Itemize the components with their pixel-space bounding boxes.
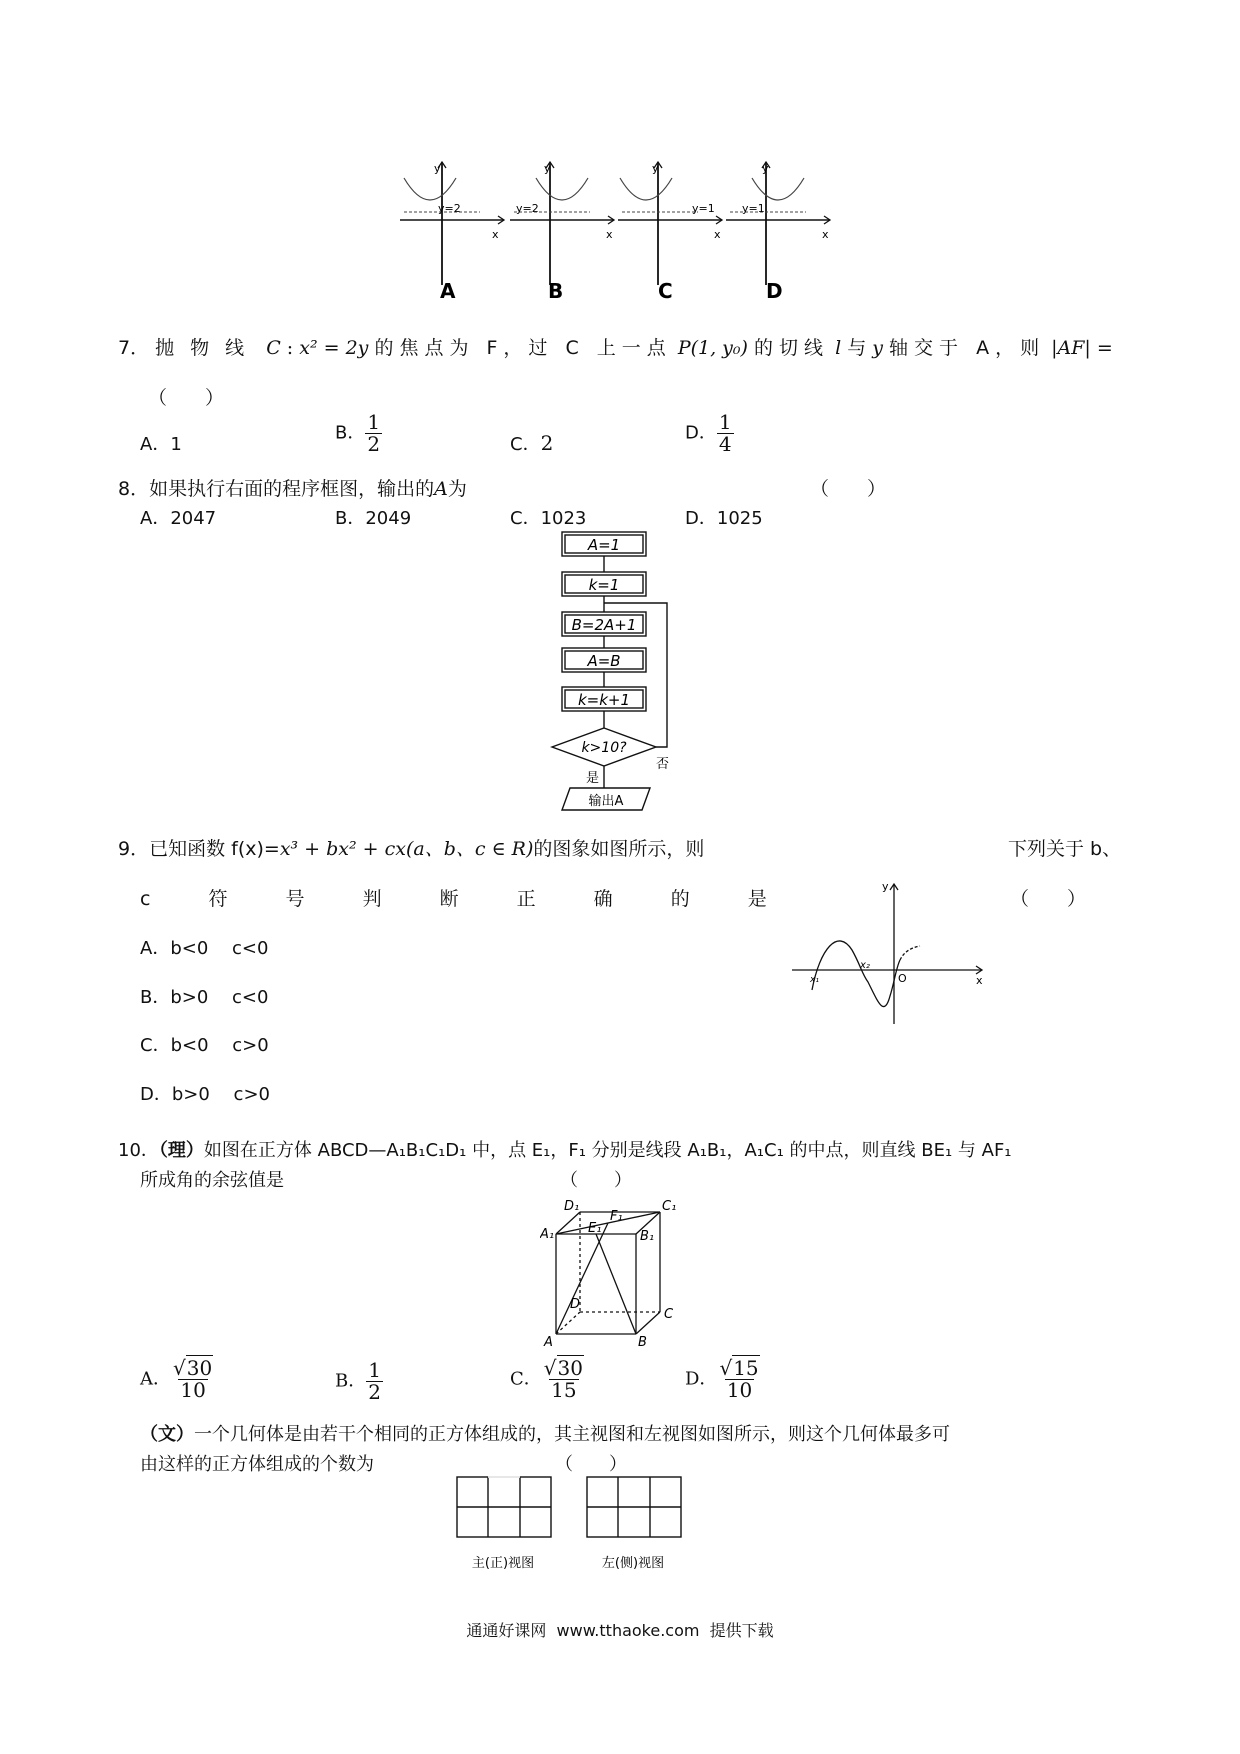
q9-graph [790, 878, 990, 1028]
graph-label-a: A [440, 279, 456, 300]
q10-option-c [510, 1358, 586, 1401]
flow-box-3: B=2A+1 [571, 616, 637, 634]
cube-label-c1: C₁ [662, 1200, 677, 1214]
q7-abs: |AF| [1051, 337, 1091, 359]
q10-option-a [140, 1358, 215, 1401]
q10-views [455, 1475, 695, 1575]
frac-num: 1 [368, 1358, 381, 1382]
q7-option-d-frac [717, 412, 734, 455]
q7-curve: C [266, 337, 281, 359]
view-front-label: 主(正)视图 [471, 1556, 535, 1571]
axis-y-a: y [434, 162, 441, 175]
q7-text-d: 与 [847, 337, 867, 359]
graph-label-c: C [658, 279, 673, 300]
cube-label-e1: E₁ [588, 1221, 602, 1236]
axis-x-b: x [606, 228, 613, 241]
q10-wen-paren: （ ） [555, 1454, 627, 1475]
q7-option-c-label: C． [510, 434, 541, 455]
q9-option-d-value: b>0 c>0 [171, 1084, 270, 1105]
q9-option-c [140, 1031, 269, 1057]
q8-option-c-value: 1023 [540, 508, 587, 529]
q10-option-b-frac [366, 1360, 383, 1403]
cube-label-a: A [544, 1335, 553, 1350]
cube-label-b1: B₁ [640, 1229, 655, 1244]
q7-option-d-label: D． [685, 422, 717, 444]
q10-number: 10． [118, 1140, 159, 1161]
frac-radicand: 30 [557, 1356, 583, 1380]
q9-option-b-label: B． [140, 987, 171, 1008]
q8-text: 如果执行右面的程序框图，输出的 [149, 478, 435, 500]
q8-option-a [140, 504, 216, 530]
q10-tag-li: （理） [158, 1140, 204, 1161]
q9-axis-y: y [882, 880, 889, 893]
q7-option-c-value: 2 [540, 431, 554, 455]
frac-radicand: 15 [733, 1356, 759, 1380]
q7-option-d [685, 412, 734, 455]
view-left-label: 左(侧)视图 [601, 1556, 665, 1571]
graph-curve [620, 178, 672, 200]
q8-paren: （ ） [810, 478, 887, 500]
q9-line2: c 符 号 判 断 正 确 的 是 [140, 888, 767, 910]
q10-wen-text2: 由这样的正方体组成的个数为 [140, 1454, 374, 1475]
q7-yaxis: y [872, 337, 883, 359]
q9-text-b: 的图象如图所示，则 [533, 838, 705, 860]
flow-output: 输出A [588, 794, 624, 809]
flow-box-4: A=B [587, 652, 621, 670]
q9-option-a [140, 934, 268, 960]
axis-y-d: y [762, 162, 769, 175]
q7-number: 7． [118, 337, 150, 359]
q10-tag-wen: （文） [140, 1424, 194, 1445]
cube-label-b: B [638, 1335, 647, 1350]
asym-label-d: y=1 [742, 202, 765, 215]
q9-option-a-value: b<0 c<0 [170, 938, 269, 959]
q7-eq: x² = 2y [299, 337, 369, 359]
cube-label-f1: F₁ [610, 1209, 623, 1224]
q9-paren: （ ） [1010, 888, 1087, 910]
axis-x-a: x [492, 228, 499, 241]
page-footer: 通通好课网 www.tthaoke.com 提供下载 [466, 1621, 774, 1640]
q7-point: P(1, y₀) [677, 337, 748, 359]
flow-decision: k>10? [581, 740, 627, 756]
q7-line: l [835, 337, 842, 359]
asym-label-a: y=2 [438, 202, 461, 215]
q10-stem [118, 1136, 1012, 1162]
flow-box-1: A=1 [587, 536, 621, 554]
frac-den: 10 [180, 1378, 206, 1402]
q8-var: A [434, 478, 448, 500]
frac-num: 1 [718, 410, 732, 434]
flow-no-label: 否 [656, 757, 670, 772]
q9-axis-x: x [976, 974, 983, 987]
q7-stem: 7． 抛物线 C : x² = 2y 的焦点为 F，过 C 上一点 P(1, y₀) 的切线 l 与 y 轴交于 A，则 |AF| = [118, 337, 1113, 359]
q7-text-b: 的焦点为 F，过 C 上一点 [374, 337, 672, 359]
flow-box-5: k=k+1 [577, 691, 631, 709]
q9-option-c-label: C． [140, 1035, 171, 1056]
q10-option-c-label: C． [510, 1368, 542, 1390]
q8-text-end: 为 [447, 478, 467, 500]
q8-option-b [335, 504, 411, 530]
q9-number: 9． [118, 838, 150, 860]
q10-paren: （ ） [560, 1170, 632, 1191]
q9-option-b [140, 983, 268, 1009]
q9-option-c-value: b<0 c>0 [170, 1035, 269, 1056]
q7-option-a-label: A． [140, 434, 171, 455]
q10-cube [540, 1200, 710, 1350]
q10-option-b [335, 1360, 383, 1403]
frac-den: 2 [368, 1380, 381, 1404]
frac-den: 4 [718, 432, 732, 456]
q9-formula: x³ + bx² + cx(a、b、c ∈ R) [279, 838, 534, 860]
cube-label-a1: A₁ [540, 1227, 555, 1242]
q7-option-c [510, 430, 553, 456]
axis-y-b: y [544, 162, 551, 175]
axis-x-d: x [822, 228, 829, 241]
q10-text: 如图在正方体 ABCD—A₁B₁C₁D₁ 中，点 E₁，F₁ 分别是线段 A₁B₁，A₁C₁ 的中点，则直线 BE₁ 与 AF₁ [203, 1140, 1012, 1161]
graph-curve [536, 178, 588, 200]
q10-option-d-frac: $\frac{√15}{10}$ [719, 1356, 759, 1402]
q7-text-c: 的切线 [754, 337, 830, 359]
q9-option-b-value: b>0 c<0 [170, 987, 269, 1008]
frac-den: 2 [367, 432, 381, 456]
frac-den: 15 [551, 1378, 577, 1402]
cube-label-d: D [570, 1297, 581, 1312]
q8-option-b-label: B． [335, 508, 366, 529]
q8-option-d [685, 504, 763, 530]
q7-text-a: 抛物线 [155, 337, 261, 359]
q8-option-d-label: D． [685, 508, 717, 529]
frac-den: 10 [726, 1378, 753, 1402]
q9-x1: x₁ [810, 975, 819, 985]
q7-option-b-frac [365, 412, 382, 455]
q10-option-c-frac: $\frac{√30}{15}$ [543, 1356, 583, 1402]
q9-option-a-label: A． [140, 938, 171, 959]
q8-option-c-label: C． [510, 508, 541, 529]
q7-option-a-value: 1 [170, 434, 182, 455]
flow-box-2: k=1 [588, 576, 620, 594]
q7-option-b-label: B． [335, 422, 366, 444]
q8-number: 8． [118, 478, 150, 500]
q8-flowchart [550, 530, 680, 820]
q10-wen [140, 1420, 950, 1446]
q10-text2: 所成角的余弦值是 [140, 1170, 284, 1191]
q9-stem [118, 834, 704, 861]
frac-radicand: 30 [186, 1356, 213, 1380]
q8-option-d-value: 1025 [716, 508, 763, 529]
graph-curve [404, 178, 456, 200]
q9-text-c: 下列关于 b、 [1008, 838, 1122, 860]
q8-stem [118, 474, 467, 501]
q7-option-b [335, 412, 382, 455]
q7-paren: （ ） [148, 387, 225, 409]
frac-num: 1 [367, 410, 381, 434]
q10-option-a-label: A． [140, 1368, 171, 1390]
q8-option-b-value: 2049 [365, 508, 412, 529]
q9-x2: x₂ [860, 960, 870, 971]
q7-option-a [140, 430, 182, 456]
cube-label-d1: D₁ [564, 1200, 580, 1214]
cube-label-c: C [664, 1307, 674, 1322]
axis-x-c: x [714, 228, 721, 241]
q7-text-e: 轴交于 A，则 [889, 337, 1046, 359]
q9-option-d-label: D． [140, 1084, 172, 1105]
q9-text: 已知函数 f(x)= [149, 838, 280, 860]
q10-option-b-label: B． [335, 1370, 367, 1392]
q6-graphs [400, 160, 850, 300]
q10-wen-text: 一个几何体是由若干个相同的正方体组成的，其主视图和左视图如图所示，则这个几何体最多可 [194, 1424, 950, 1445]
q9-option-d [140, 1080, 270, 1106]
q7-eqsign: = [1096, 337, 1113, 359]
q10-option-d [685, 1358, 762, 1401]
axis-y-c: y [652, 162, 659, 175]
asym-label-c: y=1 [692, 202, 715, 215]
graph-label-b: B [548, 279, 564, 300]
graph-label-d: D [766, 279, 783, 300]
q10-option-a-frac: $\frac{√30}{10}$ [173, 1356, 213, 1402]
q8-option-a-value: 2047 [170, 508, 217, 529]
q8-option-c [510, 504, 586, 530]
asym-label-b: y=2 [516, 202, 539, 215]
q8-option-a-label: A． [140, 508, 171, 529]
flow-yes-label: 是 [586, 771, 600, 786]
graph-curve [752, 178, 804, 200]
q9-origin: O [898, 972, 907, 985]
q10-option-d-label: D． [685, 1368, 718, 1390]
